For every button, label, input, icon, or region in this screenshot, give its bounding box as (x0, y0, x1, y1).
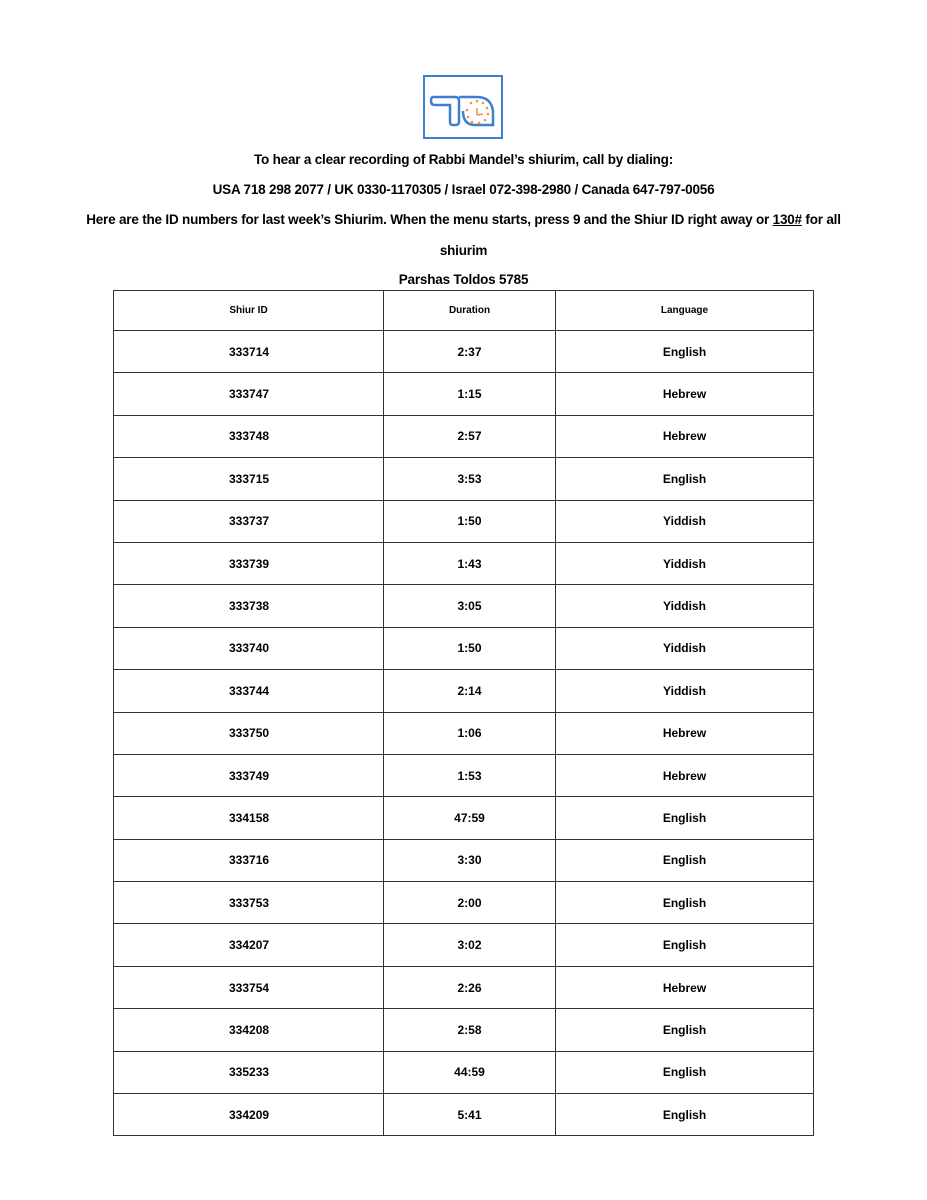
duration-cell: 2:26 (384, 966, 556, 1008)
duration-cell: 2:00 (384, 882, 556, 924)
shiur-id-cell: 333714 (114, 331, 384, 373)
instructions-continued: shiurim (439, 243, 488, 258)
duration-cell: 3:53 (384, 458, 556, 500)
header-language: Language (556, 291, 814, 331)
language-cell: Hebrew (556, 373, 814, 415)
shiur-id-cell: 334207 (114, 924, 384, 966)
language-cell: English (556, 458, 814, 500)
shiur-id-cell: 333744 (114, 670, 384, 712)
shiur-id-cell: 335233 (114, 1051, 384, 1093)
header-duration: Duration (384, 291, 556, 331)
table-row (114, 712, 814, 754)
table-row (114, 1009, 814, 1051)
shiur-id-cell: 333748 (114, 415, 384, 457)
language-cell: English (556, 1051, 814, 1093)
duration-cell: 2:14 (384, 670, 556, 712)
shiur-id-cell: 333749 (114, 754, 384, 796)
language-cell: Yiddish (556, 585, 814, 627)
duration-cell: 5:41 (384, 1094, 556, 1136)
duration-cell: 44:59 (384, 1051, 556, 1093)
table-row (114, 1094, 814, 1136)
header-shiur-id: Shiur ID (114, 291, 384, 331)
language-cell: Hebrew (556, 754, 814, 796)
duration-cell: 2:57 (384, 415, 556, 457)
duration-cell: 2:58 (384, 1009, 556, 1051)
language-cell: English (556, 797, 814, 839)
duration-cell: 1:43 (384, 542, 556, 584)
shiur-id-cell: 334158 (114, 797, 384, 839)
shiur-id-cell: 333747 (114, 373, 384, 415)
language-cell: Yiddish (556, 542, 814, 584)
table-row (114, 627, 814, 669)
duration-cell: 3:02 (384, 924, 556, 966)
table-row (114, 331, 814, 373)
tc-clock-logo-icon (425, 77, 501, 137)
duration-cell: 3:05 (384, 585, 556, 627)
language-cell: Hebrew (556, 712, 814, 754)
table-row (114, 797, 814, 839)
duration-cell: 1:50 (384, 627, 556, 669)
parsha-title: Parshas Toldos 5785 (398, 272, 529, 287)
table-row (114, 500, 814, 542)
language-cell: English (556, 882, 814, 924)
table-row (114, 458, 814, 500)
logo (423, 75, 503, 139)
duration-cell: 1:15 (384, 373, 556, 415)
shiur-id-cell: 334209 (114, 1094, 384, 1136)
table-row (114, 415, 814, 457)
duration-cell: 2:37 (384, 331, 556, 373)
instructions (0, 212, 927, 227)
table-row (114, 542, 814, 584)
duration-cell: 3:30 (384, 839, 556, 881)
duration-cell: 1:06 (384, 712, 556, 754)
intro-line-1: To hear a clear recording of Rabbi Mandel’s shiurim, call by dialing: (253, 152, 674, 167)
shiur-id-cell: 333754 (114, 966, 384, 1008)
table-row (114, 754, 814, 796)
instructions-text: Here are the ID numbers for last week’s Shiurim. When the menu starts, press 9 and the Shiur ID right away or (86, 212, 773, 227)
duration-cell: 47:59 (384, 797, 556, 839)
table-row (114, 373, 814, 415)
language-cell: Yiddish (556, 500, 814, 542)
table-row (114, 882, 814, 924)
language-cell: Hebrew (556, 966, 814, 1008)
shiur-id-cell: 333753 (114, 882, 384, 924)
language-cell: Yiddish (556, 627, 814, 669)
duration-cell: 1:50 (384, 500, 556, 542)
shiur-id-cell: 333750 (114, 712, 384, 754)
language-cell: English (556, 1094, 814, 1136)
shiurim-table (113, 290, 814, 1136)
language-cell: English (556, 331, 814, 373)
table-row (114, 585, 814, 627)
language-cell: English (556, 1009, 814, 1051)
shiur-id-cell: 333715 (114, 458, 384, 500)
table-row (114, 1051, 814, 1093)
shiur-id-cell: 333716 (114, 839, 384, 881)
shiur-id-cell: 333737 (114, 500, 384, 542)
table-row (114, 670, 814, 712)
all-shiurim-code: 130# (772, 212, 802, 227)
table-row (114, 924, 814, 966)
shiur-id-cell: 333739 (114, 542, 384, 584)
language-cell: English (556, 839, 814, 881)
shiur-id-cell: 333738 (114, 585, 384, 627)
phone-numbers: USA 718 298 2077 / UK 0330-1170305 / Israel 072-398-2980 / Canada 647-797-0056 (212, 182, 715, 197)
language-cell: English (556, 924, 814, 966)
table-row (114, 839, 814, 881)
language-cell: Yiddish (556, 670, 814, 712)
language-cell: Hebrew (556, 415, 814, 457)
instructions-end: for all (801, 212, 841, 227)
shiur-id-cell: 333740 (114, 627, 384, 669)
table-row (114, 966, 814, 1008)
duration-cell: 1:53 (384, 754, 556, 796)
shiur-id-cell: 334208 (114, 1009, 384, 1051)
table-header-row (114, 291, 814, 331)
